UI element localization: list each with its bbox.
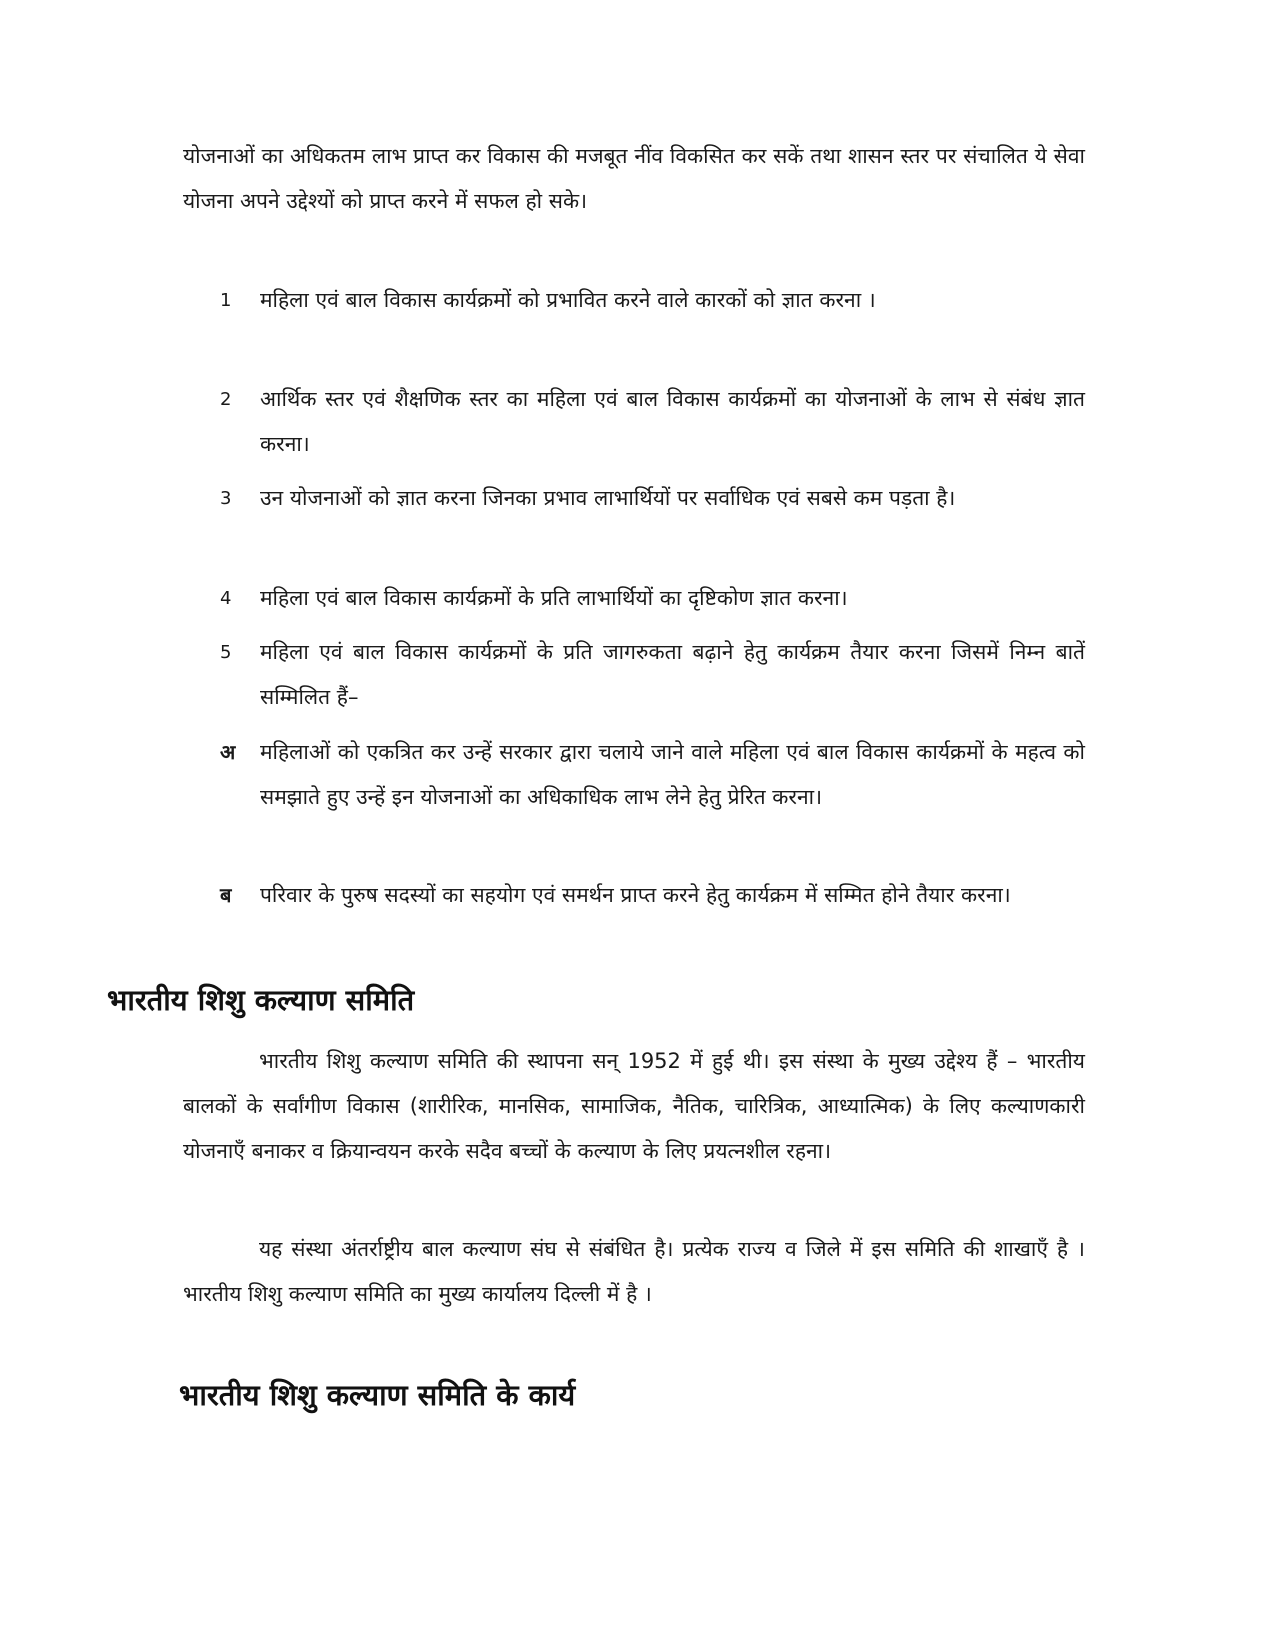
section-paragraph: यह संस्था अंतर्राष्ट्रीय बाल कल्याण संघ से संबंधित है। प्रत्येक राज्य व जिले में इस समिति की शाखाएँ है । भारतीय शिशु कल्याण समिति का मुख्य कार्यालय दिल्ली में है । <box>183 1237 1085 1306</box>
objective-text: महिला एवं बाल विकास कार्यक्रमों को प्रभावित करने वाले कारकों को ज्ञात करना । <box>260 288 876 312</box>
objective-text: महिला एवं बाल विकास कार्यक्रमों के प्रति जागरुकता बढ़ाने हेतु कार्यक्रम तैयार करना जिसमें निम्न बातें सम्मिलित हैं– <box>260 640 1085 709</box>
sub-item <box>220 730 1085 820</box>
objective-item <box>220 630 1085 720</box>
objective-number: 4 <box>220 588 232 609</box>
sub-item-marker: ब <box>220 883 232 907</box>
objective-text: उन योजनाओं को ज्ञात करना जिनका प्रभाव लाभार्थियों पर सर्वाधिक एवं सबसे कम पड़ता है। <box>260 486 956 510</box>
objective-number: 3 <box>220 488 232 509</box>
sub-item-marker: अ <box>220 740 236 764</box>
section-heading: भारतीय शिशु कल्याण समिति <box>107 983 415 1017</box>
section-heading: भारतीय शिशु कल्याण समिति के कार्य <box>179 1378 576 1412</box>
objective-item <box>220 476 1085 521</box>
section-paragraph: भारतीय शिशु कल्याण समिति की स्थापना सन् 1952 में हुई थी। इस संस्था के मुख्य उद्देश्य हैं – भारतीय बालकों के सर्वांगीण विकास (शारीरिक, मानसिक, सामाजिक, नैतिक, चारित्रिक, आध्यात्मिक) के लिए कल्याणकारी योजनाएँ बनाकर व क्रियान्वयन करके सदैव बच्चों के कल्याण के लिए प्रयत्नशील रहना। <box>183 1049 1085 1163</box>
objective-item <box>220 278 1085 323</box>
objective-number: 1 <box>220 290 232 311</box>
sub-item-text: परिवार के पुरुष सदस्यों का सहयोग एवं समर्थन प्राप्त करने हेतु कार्यक्रम में सम्मित होने तैयार करना। <box>260 883 1011 907</box>
objective-item <box>220 377 1085 467</box>
objective-number: 2 <box>220 389 232 410</box>
sub-item <box>220 873 1085 918</box>
intro-paragraph: योजनाओं का अधिकतम लाभ प्राप्त कर विकास की मजबूत नींव विकसित कर सकें तथा शासन स्तर पर संचालित ये सेवा योजना अपने उद्देश्यों को प्राप्त करने में सफल हो सके। <box>183 144 1085 213</box>
sub-item-text: महिलाओं को एकत्रित कर उन्हें सरकार द्वारा चलाये जाने वाले महिला एवं बाल विकास कार्यक्रमों के महत्व को समझाते हुए उन्हें इन योजनाओं का अधिकाधिक लाभ लेने हेतु प्रेरित करना। <box>260 740 1085 809</box>
objective-text: आर्थिक स्तर एवं शैक्षणिक स्तर का महिला एवं बाल विकास कार्यक्रमों का योजनाओं के लाभ से संबंध ज्ञात करना। <box>260 387 1085 456</box>
objective-item <box>220 576 1085 621</box>
objective-number: 5 <box>220 642 232 663</box>
objective-text: महिला एवं बाल विकास कार्यक्रमों के प्रति लाभार्थियों का दृष्टिकोण ज्ञात करना। <box>260 586 848 610</box>
